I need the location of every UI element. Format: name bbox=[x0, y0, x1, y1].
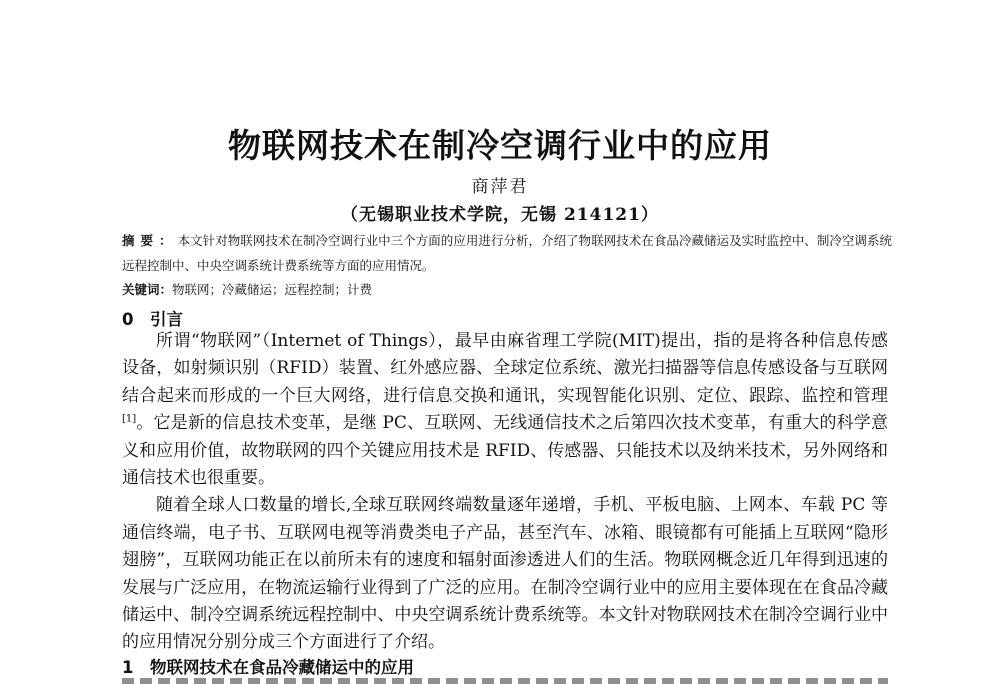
cut-off-next-line bbox=[122, 678, 888, 684]
keywords-text: 物联网；冷藏储运；远程控制；计费 bbox=[172, 282, 373, 297]
abstract-label: 摘要： bbox=[122, 233, 178, 248]
keywords-label: 关键词： bbox=[122, 282, 173, 297]
section-heading-0 bbox=[122, 306, 183, 330]
section-heading-1 bbox=[122, 654, 414, 678]
abstract bbox=[122, 228, 892, 278]
author-affiliation: （无锡职业技术学院，无锡 214121） bbox=[341, 205, 659, 225]
paragraph-2: 随着全球人口数量的增长,全球互联网终端数量逐年递增，手机、平板电脑、上网本、车载 PC 等通信终端，电子书、互联网电视等消费类电子产品，甚至汽车、冰箱、眼镜都有可能插上互联网“隐形翅膀”，互联网功能正在以前所未有的速度和辐射面渗透进人们的生活。物联网概念近几年得到迅速的发展与广泛应用，在物流运输行业得到了广泛的应用。在制冷空调行业中的应用主要体现在在食品冷藏储运中、制冷空调系统远程控制中、中央空调系统计费系统等。本文针对物联网技术在制冷空调行业中的应用情况分别分成三个方面进行了介绍。 bbox=[122, 495, 888, 653]
citation-ref: [1] bbox=[122, 413, 137, 425]
paragraph-1-text-a: 所谓“物联网”（Internet of Things），最早由麻省理工学院(MIT)提出，指的是将各种信息传感设备，如射频识别（RFID）装置、红外感应器、全球定位系统、激光扫描器等信息传感设备与互联网结合起来而形成的一个巨大网络，进行信息交换和通讯，实现智能化识别、定位、跟踪、监控和管理 bbox=[122, 331, 888, 406]
section-number: 0 bbox=[122, 310, 134, 329]
author-name: 商萍君 bbox=[471, 177, 529, 197]
section-title: 物联网技术在食品冷藏储运中的应用 bbox=[150, 658, 414, 677]
section-title: 引言 bbox=[150, 310, 183, 329]
section-number: 1 bbox=[122, 658, 134, 677]
intro-body bbox=[122, 328, 888, 657]
paper-title: 物联网技术在制冷空调行业中的应用 bbox=[228, 126, 772, 165]
paragraph-1-text-b: 。它是新的信息技术变革，是继 PC、互联网、无线通信技术之后第四次技术变革，有重大的科学意义和应用价值，故物联网的四个关键应用技术是 RFID、传感器、只能技术以及纳米技术，另外网络和通信技术也很重要。 bbox=[122, 413, 888, 489]
paragraph-1 bbox=[122, 328, 888, 492]
abstract-text: 本文针对物联网技术在制冷空调行业中三个方面的应用进行分析，介绍了物联网技术在食品冷藏储运及实时监控中、制冷空调系统远程控制中、中央空调系统计费系统等方面的应用情况。 bbox=[122, 233, 892, 273]
keywords bbox=[122, 280, 892, 300]
